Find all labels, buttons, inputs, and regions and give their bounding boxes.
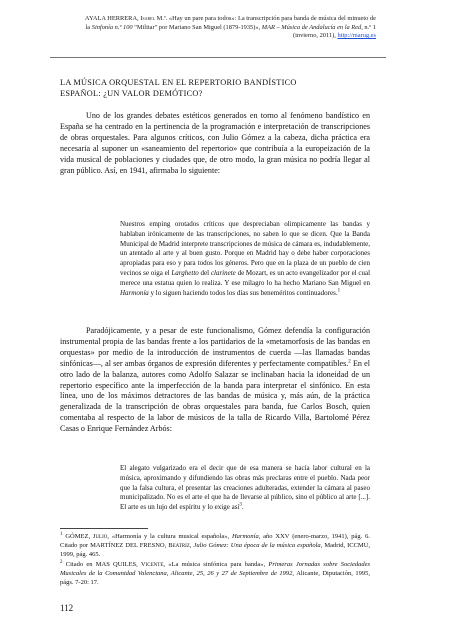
quote-1-text: y lo siguen haciendo todos los días sus beneméritos continuadores — [150, 288, 336, 297]
paragraph-2 — [60, 326, 370, 435]
footnote-author: GÓMEZ, Julio, — [65, 533, 110, 540]
header-author: AYALA HERRERA, Isabel M.ª. — [84, 15, 168, 22]
quote-1-italic: Larghetto — [171, 268, 199, 277]
page-number: 112 — [60, 603, 74, 613]
footnote-ref-3[interactable]: 3 — [239, 502, 242, 508]
header-work-title: Sinfonía n.º 100 — [91, 23, 133, 31]
paragraph-2-text: En el otro lado de la balanza, autores como Adolfo Salazar se inclinaban hacia la idoneidad de un repertorio específico ante la imperfección de la banda para interpretar el sinfónico. En esta línea, uno de los máximos detractores de las bandas de música y, más aún, de la práctica generalizada de la transcripción de obras orquestales para banda, fue Carlos Bosch, quien comentaba al respecto de la labor de músicos de la talla de Ricardo Villa, Bartolomé Pérez Casas o Enrique Fernández Arbós: — [60, 358, 370, 434]
footnote-2 — [60, 561, 370, 587]
footnote-ref-2[interactable]: 2 — [348, 359, 351, 365]
footnote-number: 1 — [60, 531, 63, 537]
footnotes — [60, 533, 370, 590]
footnote-divider — [60, 528, 148, 529]
footnote-text: Citado en — [65, 561, 93, 569]
header-journal: MAR – Música de Andalucía en la Red, — [261, 23, 363, 31]
quote-1-italic: clarinete — [210, 268, 236, 277]
footnote-italic: Primeras Jornadas sobre Sociedades Musicales de la Comunidad Valenciana, Alicante, 25, 26 y 27 de Septiembre de 1992, — [60, 561, 370, 578]
header-work-subtitle: "Militar" por Mariano San Miguel (1879-1935)», — [134, 23, 261, 31]
footnote-italic: Julio Gómez: Una época de la música española, — [193, 541, 323, 549]
footnote-text: Madrid, ICCMU, 1999, pág. 465. — [60, 541, 371, 558]
footnote-text: «La música sinfónica para banda», — [168, 561, 266, 569]
header-issue: n.º 1 (invierno, 2011), — [292, 23, 376, 40]
paragraph-1: Uno de los grandes debates estéticos generados en torno al fenómeno bandístico en España se ha centrado en la pertinencia de la programación e interpretación de transcripciones de obras orquestales. Para algunos críticos, con Julio Gómez a la cabeza, dicha práctica era necesaria al suponer un «saneamiento del repertorio» que contribuía a la europeización de la vida musical de poblaciones y ciudades que, de otro modo, la gran música no podría llegar al gran público. Así, en 1941, afirmaba lo siguiente: — [60, 111, 370, 175]
block-quote-1: Nuestros emping orotados críticos que despreciaban olimpicamente las bandas y hablaban irónicamente de las transcripciones, no saben lo que se dicen. Que la Banda Municipal de Madrid interprete transcripciones de música de cámara es, indudablemente, un atentado al arte y al buen gusto. Porque en Madrid hay o debe haber corporaciones apropiadas para eso y para todos los géneros. Pero que en la plaza de un pueblo de cien vecinos se oiga el Larghetto del clarinete de Mozart, es un acto evangelizador por el cual merece una estatua quien lo realiza. Y ese milagro lo ha hecho Mariano San Miguel en Harmonía y lo siguen haciendo todos los días sus beneméritos continuadores.$^1$ — [120, 220, 371, 297]
section-title — [60, 78, 370, 99]
footnote-author: MARTÍNEZ DEL FRESNO, Beatriz, — [90, 541, 192, 549]
footnote-text: año XXV (enero-marzo, 1941), pág. 6. Citado por — [60, 533, 371, 549]
footnote-italic: Harmonía, — [231, 533, 261, 540]
section-title-line-2: ESPAÑOL: ¿UN VALOR DEMÓTICO? — [60, 88, 203, 98]
quote-2-text: El alegato vulgarizado era el decir que de esa manera se hacía labor cultural en la música, aproximando y difundiendo las obras más preclaras entre el pueblo. Nada peor que la falsa cultura, el presentar las creaciones adulteradas, extender la cámara al paseo municipalizado. No es el arte el que ha de llevarse al público, sino el público al arte [...]. El arte es un lujo del espíritu y lo exige así — [120, 464, 370, 512]
quote-1-text: Nuestros emping orotados críticos que despreciaban olimpicamente las bandas y hablaban irónicamente de las transcripciones, no saben lo que se dicen. Que la Banda Municipal de Madrid interprete transcripciones de música de cámara es, indudablemente, un atentado al arte y al buen gusto. Porque en Madrid hay o debe haber corporaciones apropiadas para eso y para todos los géneros. Pero que en la plaza de un pueblo de cien vecinos se oiga el — [120, 220, 370, 277]
footnote-author: MAS QUILES, Vicente, — [95, 561, 166, 569]
running-header — [80, 15, 376, 41]
footnote-ref-1[interactable]: 1 — [337, 288, 341, 294]
quote-1-italic: Harmonía — [120, 288, 149, 297]
footnote-text: Alicante, Diputación, 1995, págs. 7-20: 17. — [60, 570, 370, 586]
footnote-1 — [60, 533, 370, 559]
quote-1-text: de Mozart, es un acto evangelizador por el cual merece una estatua quien lo realiza. Y ese milagro lo ha hecho Mariano San Miguel en — [120, 268, 371, 287]
footnote-number: 2 — [60, 560, 63, 566]
header-article-title: «Hay un pare para todos»: La transcripción para banda de música del minueto de la — [85, 15, 376, 31]
header-journal-link[interactable]: http://marug.es — [337, 32, 376, 40]
header-divider — [50, 57, 386, 58]
section-title-line-1: LA MÚSICA ORQUESTAL EN EL REPERTORIO BANDÍSTICO — [60, 78, 297, 87]
quote-1-text: del — [200, 268, 210, 277]
footnote-text: «Harmonía y la cultura musical española», — [111, 533, 230, 540]
block-quote-2: El alegato vulgarizado era el decir que de esa manera se hacía labor cultural en la música, aproximando y difundiendo las obras más preclaras entre el pueblo. Nada peor que la falsa cultura, el presentar las creaciones adulteradas, extender la cámara al paseo municipalizado. No es el arte el que ha de llevarse al público, sino el público al arte [...]. El arte es un lujo del espíritu y lo exige así$^3$. — [120, 464, 370, 512]
paragraph-2-text: Paradójicamente, y a pesar de este funcionalismo, Gómez defendía la configuración instrumental propia de las bandas frente a los partidarios de la «metamorfosis de las bandas en orquestas» por medio de la introducción de instrumentos de cuerda —las llamadas bandas sinfónicas—, al ser ambas órganos de expresión diferentes y perfectamente compatibles. — [60, 326, 370, 368]
